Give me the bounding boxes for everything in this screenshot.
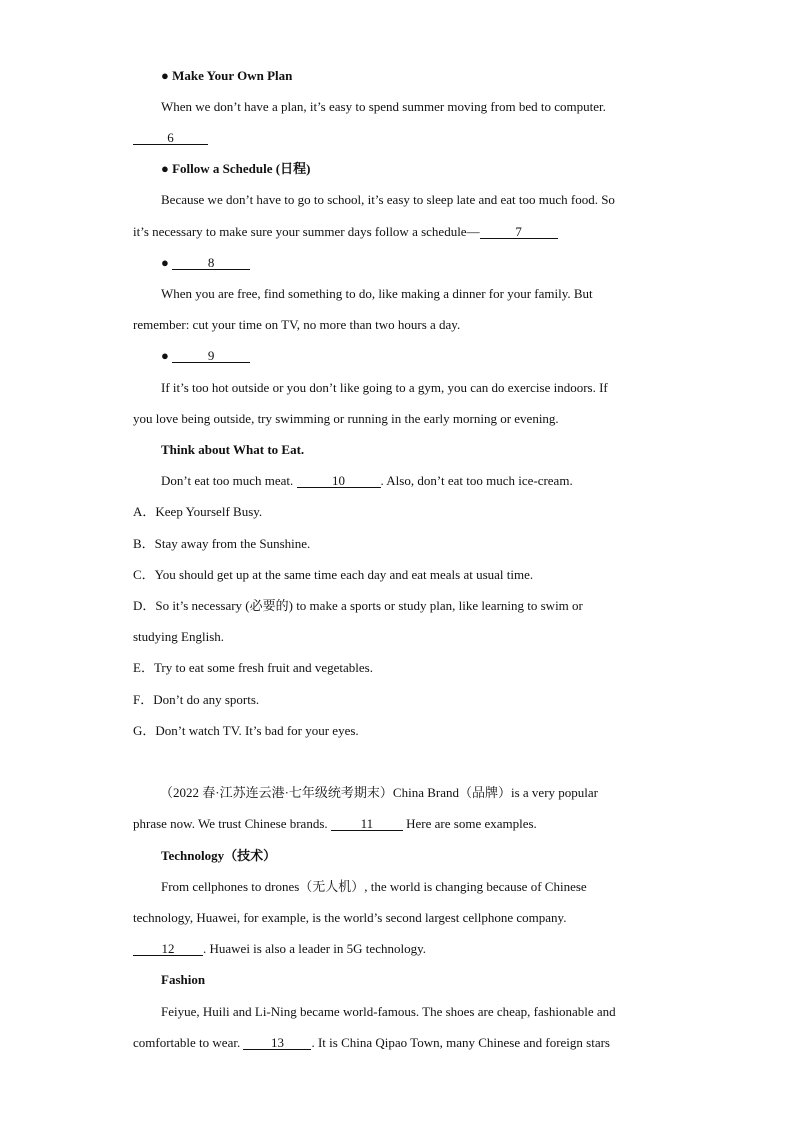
- paragraph-line: [133, 224, 558, 240]
- blank-6: [133, 130, 208, 146]
- heading-what-to-eat: Think about What to Eat.: [161, 442, 305, 457]
- paragraph: remember: cut your time on TV, no more than two hours a day.: [133, 317, 461, 332]
- paragraph-line: [161, 473, 573, 489]
- paragraph-text: . Also, don’t eat too much ice-cream.: [380, 473, 573, 488]
- heading-technology: Technology（技术）: [161, 848, 277, 863]
- option-e: E．Try to eat some fresh fruit and vegetables.: [133, 660, 373, 675]
- paragraph: When we don’t have a plan, it’s easy to spend summer moving from bed to computer.: [161, 99, 606, 114]
- paragraph: you love being outside, try swimming or running in the early morning or evening.: [133, 411, 559, 426]
- answer-blank[interactable]: 6: [133, 131, 208, 145]
- passage-intro: （2022 春·江苏连云港·七年级统考期末）China Brand（品牌）is a very popular: [160, 785, 598, 800]
- option-g: G．Don’t watch TV. It’s bad for your eyes.: [133, 723, 359, 738]
- answer-blank[interactable]: 10: [297, 474, 381, 488]
- option-b: B．Stay away from the Sunshine.: [133, 536, 311, 551]
- paragraph: From cellphones to drones（无人机）, the world is changing because of Chinese: [161, 879, 587, 894]
- paragraph-text: it’s necessary to make sure your summer days follow a schedule—: [133, 224, 480, 239]
- bullet: ●: [161, 255, 169, 270]
- paragraph-line: [133, 941, 426, 957]
- answer-blank[interactable]: 11: [331, 817, 403, 831]
- paragraph-text: . It is China Qipao Town, many Chinese and foreign stars: [311, 1035, 610, 1050]
- paragraph: If it’s too hot outside or you don’t like going to a gym, you can do exercise indoors. If: [161, 380, 608, 395]
- heading-make-plan: ● Make Your Own Plan: [161, 68, 293, 83]
- answer-blank[interactable]: 7: [480, 225, 558, 239]
- paragraph: technology, Huawei, for example, is the world’s second largest cellphone company.: [133, 910, 567, 925]
- paragraph: When you are free, find something to do, like making a dinner for your family. But: [161, 286, 593, 301]
- answer-blank[interactable]: 12: [133, 942, 203, 956]
- answer-blank[interactable]: 13: [243, 1036, 311, 1050]
- answer-blank[interactable]: 8: [172, 256, 250, 270]
- option-a: A．Keep Yourself Busy.: [133, 504, 263, 519]
- heading-follow-schedule: ● Follow a Schedule (日程): [161, 161, 311, 176]
- bullet: ●: [161, 348, 169, 363]
- paragraph-text: phrase now. We trust Chinese brands.: [133, 816, 328, 831]
- option-f: F．Don’t do any sports.: [133, 692, 260, 707]
- paragraph-text: Don’t eat too much meat.: [161, 473, 294, 488]
- paragraph-text: . Huawei is also a leader in 5G technology.: [203, 941, 426, 956]
- paragraph: Because we don’t have to go to school, it’s easy to sleep late and eat too much food. So: [161, 192, 615, 207]
- paragraph: Feiyue, Huili and Li-Ning became world-famous. The shoes are cheap, fashionable and: [161, 1004, 616, 1019]
- paragraph-text: Here are some examples.: [406, 816, 537, 831]
- answer-blank[interactable]: 9: [172, 349, 250, 363]
- option-d-continued: studying English.: [133, 629, 225, 644]
- paragraph-text: comfortable to wear.: [133, 1035, 241, 1050]
- option-c: C．You should get up at the same time each day and eat meals at usual time.: [133, 567, 534, 582]
- heading-blank-9: [161, 348, 250, 364]
- paragraph-line: [133, 816, 537, 832]
- paragraph-line: [133, 1035, 610, 1051]
- heading-fashion: Fashion: [161, 972, 206, 987]
- option-d: D．So it’s necessary (必要的) to make a sports or study plan, like learning to swim or: [133, 598, 583, 613]
- heading-blank-8: [161, 255, 250, 271]
